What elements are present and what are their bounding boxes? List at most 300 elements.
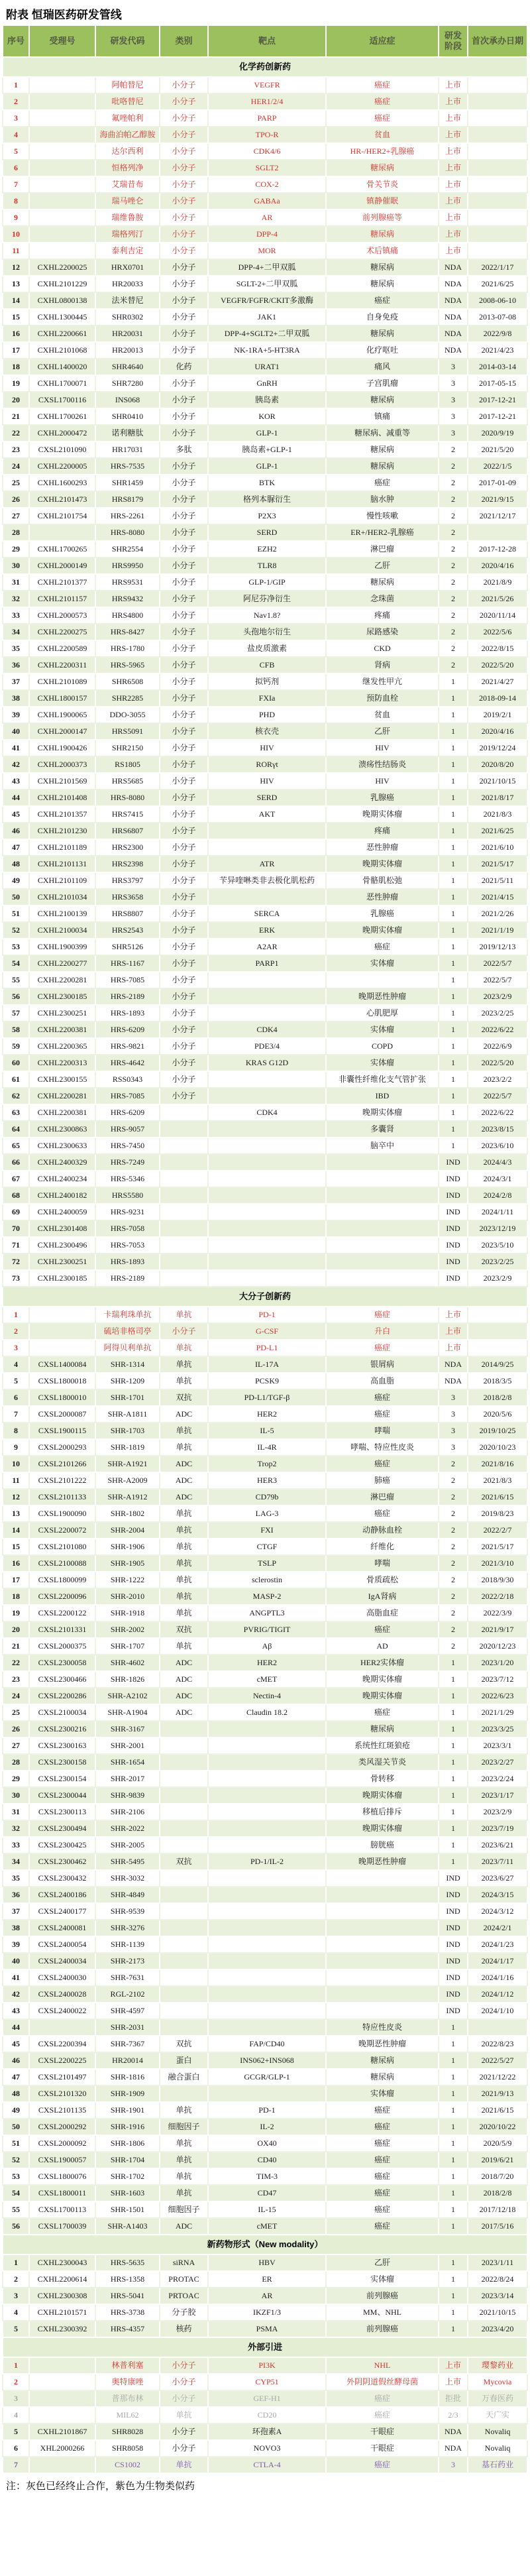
category: 小分子 <box>160 856 209 873</box>
col-header-indication: 适应症 <box>327 26 439 58</box>
category: 单抗 <box>160 1506 209 1523</box>
pipeline-row <box>2 1340 528 1357</box>
stage: 1 <box>439 2255 468 2272</box>
acceptance-no: CXSL2400030 <box>30 1970 96 1987</box>
acceptance-no: CXHL1900399 <box>30 939 96 956</box>
indication: 骨关节炎 <box>327 177 439 194</box>
date: 璎黎药业 <box>468 2358 528 2374</box>
rd-code: HRS-4357 <box>96 2321 160 2338</box>
acceptance-no: CXHL2101034 <box>30 890 96 906</box>
pipeline-row <box>2 210 528 227</box>
target: CYP51 <box>209 2374 327 2391</box>
rd-code: HR20014 <box>96 2053 160 2070</box>
target: Aβ <box>209 1639 327 1655</box>
stage: 3 <box>439 426 468 442</box>
pipeline-row <box>2 1722 528 1738</box>
indication: 实体瘤 <box>327 956 439 972</box>
indication: HIV <box>327 740 439 757</box>
row-number: 52 <box>2 923 30 939</box>
target: SGLT2 <box>209 160 327 177</box>
target: IL-4R <box>209 1440 327 1456</box>
indication: 糖尿病 <box>327 276 439 293</box>
pipeline-row <box>2 1188 528 1204</box>
indication: 糖尿病 <box>327 459 439 475</box>
rd-code: HRS-7058 <box>96 1221 160 1238</box>
date: 2014-03-14 <box>468 359 528 376</box>
category: 单抗 <box>160 1639 209 1655</box>
stage: 1 <box>439 906 468 923</box>
stage: IND <box>439 1970 468 1987</box>
indication: CKD <box>327 641 439 658</box>
date: 2023/3/14 <box>468 2288 528 2305</box>
acceptance-no: CXHL2200365 <box>30 1039 96 1055</box>
indication: IgA肾病 <box>327 1589 439 1606</box>
acceptance-no <box>30 243 96 260</box>
row-number: 42 <box>2 757 30 774</box>
indication: 高血脂 <box>327 1374 439 1390</box>
rd-code: SHR-1603 <box>96 2186 160 2202</box>
category <box>160 1821 209 1838</box>
acceptance-no: XHL2000266 <box>30 2441 96 2457</box>
row-number: 53 <box>2 939 30 956</box>
indication: 升白 <box>327 1324 439 1340</box>
target: PI3K <box>209 2358 327 2374</box>
indication <box>327 1954 439 1970</box>
pipeline-row <box>2 2036 528 2053</box>
category: 小分子 <box>160 624 209 641</box>
rd-code: HRS-7535 <box>96 459 160 475</box>
row-number: 16 <box>2 326 30 343</box>
row-number: 73 <box>2 1271 30 1287</box>
target: GnRH <box>209 376 327 392</box>
indication: 癌症 <box>327 111 439 127</box>
rd-code: SHR-1501 <box>96 2202 160 2219</box>
stage: 1 <box>439 1039 468 1055</box>
rd-code: 卡瑞利珠单抗 <box>96 1307 160 1324</box>
stage: 3 <box>439 376 468 392</box>
date: 2024/1/17 <box>468 1954 528 1970</box>
acceptance-no: CXSL2400081 <box>30 1920 96 1937</box>
date: 2023/2/25 <box>468 1006 528 1022</box>
indication: 哮喘 <box>327 1556 439 1572</box>
row-number: 47 <box>2 2070 30 2086</box>
pipeline-row <box>2 1606 528 1622</box>
acceptance-no: CXHL2301408 <box>30 1221 96 1238</box>
stage: 2 <box>439 1523 468 1539</box>
indication: MM、NHL <box>327 2305 439 2321</box>
rd-code: SHR-9539 <box>96 1904 160 1920</box>
date: 2023/6/10 <box>468 1138 528 1155</box>
acceptance-no: CXHL2200313 <box>30 1055 96 1072</box>
category: 小分子 <box>160 1324 209 1340</box>
indication: 晚期实体瘤 <box>327 807 439 823</box>
indication: 哮喘、特应性皮炎 <box>327 1440 439 1456</box>
stage: 2 <box>439 1539 468 1556</box>
category <box>160 1937 209 1954</box>
row-number: 55 <box>2 2202 30 2219</box>
target <box>209 1821 327 1838</box>
acceptance-no: CXHL2300185 <box>30 989 96 1006</box>
pipeline-row <box>2 1821 528 1838</box>
stage: IND <box>439 1155 468 1171</box>
acceptance-no: CXSL2300425 <box>30 1838 96 1854</box>
pipeline-row <box>2 1771 528 1788</box>
pipeline-row <box>2 1088 528 1105</box>
target: A2AR <box>209 939 327 956</box>
stage: 1 <box>439 757 468 774</box>
category: siRNA <box>160 2255 209 2272</box>
acceptance-no <box>30 144 96 160</box>
row-number: 4 <box>2 2408 30 2424</box>
row-number: 37 <box>2 674 30 691</box>
target: Claudin 18.2 <box>209 1705 327 1722</box>
rd-code: 瑞马唑仑 <box>96 194 160 210</box>
pipeline-row <box>2 177 528 194</box>
rd-code: SHR-1703 <box>96 1423 160 1440</box>
rd-code: SHR-9839 <box>96 1788 160 1804</box>
stage: 上市 <box>439 210 468 227</box>
row-number: 15 <box>2 310 30 326</box>
indication: 晚期实体瘤 <box>327 1672 439 1688</box>
target: DPP-4+SGLT2+二甲双胍 <box>209 326 327 343</box>
stage: 1 <box>439 1088 468 1105</box>
category <box>160 1171 209 1188</box>
rd-code: HRS-1893 <box>96 1254 160 1271</box>
date: 2022/5/7 <box>468 956 528 972</box>
target: AR <box>209 2288 327 2305</box>
stage: 1 <box>439 2136 468 2152</box>
indication: 癌症 <box>327 1622 439 1639</box>
date <box>468 525 528 542</box>
pipeline-row <box>2 243 528 260</box>
target: DPP-4+二甲双胍 <box>209 260 327 276</box>
acceptance-no: CXSL2000292 <box>30 2119 96 2136</box>
row-number: 3 <box>2 111 30 127</box>
stage: 2 <box>439 542 468 558</box>
date: 2023/3/25 <box>468 1722 528 1738</box>
target: Nav1.8? <box>209 608 327 624</box>
acceptance-no <box>30 2358 96 2374</box>
target: URAT1 <box>209 359 327 376</box>
date: 2019/12/24 <box>468 740 528 757</box>
stage: 上市 <box>439 1324 468 1340</box>
indication: 实体瘤 <box>327 1055 439 1072</box>
acceptance-no: CXHL2300392 <box>30 2321 96 2338</box>
rd-code: HRS-7085 <box>96 1088 160 1105</box>
stage: IND <box>439 1987 468 2003</box>
stage: 1 <box>439 2053 468 2070</box>
stage: 1 <box>439 1688 468 1705</box>
indication: 脑卒中 <box>327 1138 439 1155</box>
row-number: 18 <box>2 1589 30 1606</box>
pipeline-row <box>2 1022 528 1039</box>
rd-code: 吡咯替尼 <box>96 94 160 111</box>
category: 小分子 <box>160 508 209 525</box>
category: 细胞因子 <box>160 2202 209 2219</box>
acceptance-no: CXSL1400084 <box>30 1357 96 1374</box>
row-number: 55 <box>2 972 30 989</box>
stage: 2 <box>439 1556 468 1572</box>
row-number: 48 <box>2 856 30 873</box>
pipeline-row <box>2 475 528 492</box>
pipeline-row <box>2 542 528 558</box>
date: 2021/8/9 <box>468 575 528 591</box>
pipeline-row <box>2 1390 528 1407</box>
date: 2021/2/26 <box>468 906 528 923</box>
pipeline-row <box>2 1407 528 1423</box>
pipeline-row <box>2 2070 528 2086</box>
category: ADC <box>160 1490 209 1506</box>
target: CD20 <box>209 2408 327 2424</box>
rd-code: SHR-2017 <box>96 1771 160 1788</box>
row-number: 19 <box>2 376 30 392</box>
pipeline-row <box>2 2186 528 2202</box>
row-number: 28 <box>2 1755 30 1771</box>
col-header-target: 靶点 <box>209 26 327 58</box>
section-title: 新药物形式（New modality） <box>2 2235 528 2255</box>
rd-code: SHR-1802 <box>96 1506 160 1523</box>
acceptance-no: CXSL1800076 <box>30 2169 96 2186</box>
target: LAG-3 <box>209 1506 327 1523</box>
pipeline-row <box>2 2441 528 2457</box>
date: 2019/10/25 <box>468 1423 528 1440</box>
stage: 3 <box>439 1440 468 1456</box>
row-number: 23 <box>2 442 30 459</box>
category: 单抗 <box>160 1374 209 1390</box>
date: 2023/2/9 <box>468 1271 528 1287</box>
indication: 癌症 <box>327 2219 439 2235</box>
category: 小分子 <box>160 691 209 707</box>
category: 小分子 <box>160 260 209 276</box>
indication: 晚期实体瘤 <box>327 1688 439 1705</box>
rd-code: SHR-1916 <box>96 2119 160 2136</box>
date: 2021/6/25 <box>468 823 528 840</box>
target: KRAS G12D <box>209 1055 327 1072</box>
row-number: 30 <box>2 558 30 575</box>
pipeline-row <box>2 691 528 707</box>
pipeline-row <box>2 1639 528 1655</box>
date: 2023/8/15 <box>468 1122 528 1138</box>
stage: 1 <box>439 1072 468 1088</box>
pipeline-row <box>2 1937 528 1954</box>
target: HER3 <box>209 1473 327 1490</box>
indication: 癌症 <box>327 1506 439 1523</box>
rd-code: SHR-1806 <box>96 2136 160 2152</box>
stage: 1 <box>439 1838 468 1854</box>
date <box>468 94 528 111</box>
pipeline-row <box>2 1423 528 1440</box>
row-number: 6 <box>2 2441 30 2457</box>
row-number: 4 <box>2 1357 30 1374</box>
category: 小分子 <box>160 840 209 856</box>
target <box>209 2020 327 2036</box>
indication <box>327 1871 439 1887</box>
stage: 1 <box>439 2119 468 2136</box>
acceptance-no: CXSL2400028 <box>30 1987 96 2003</box>
date: 2022/1/5 <box>468 459 528 475</box>
rd-code: HRS-9821 <box>96 1039 160 1055</box>
indication: 淋巴瘤 <box>327 542 439 558</box>
rd-code: HRS-3738 <box>96 2305 160 2321</box>
pipeline-row <box>2 1920 528 1937</box>
indication: 预防血栓 <box>327 691 439 707</box>
pipeline-row <box>2 1622 528 1639</box>
indication: 尿路感染 <box>327 624 439 641</box>
date: 2020/8/20 <box>468 757 528 774</box>
category <box>160 1987 209 2003</box>
pipeline-row <box>2 1523 528 1539</box>
date: 2023/6/27 <box>468 1871 528 1887</box>
target <box>209 1188 327 1204</box>
date: 2020/12/23 <box>468 1639 528 1655</box>
target: SERD <box>209 790 327 807</box>
stage: NDA <box>439 276 468 293</box>
stage: 1 <box>439 823 468 840</box>
stage: 1 <box>439 2086 468 2103</box>
rd-code: CS1002 <box>96 2457 160 2474</box>
target <box>209 972 327 989</box>
section-header-row <box>2 58 528 78</box>
rd-code: SHR0410 <box>96 409 160 426</box>
row-number: 28 <box>2 525 30 542</box>
date: 2024/2/1 <box>468 1920 528 1937</box>
pipeline-row <box>2 326 528 343</box>
category: 小分子 <box>160 111 209 127</box>
indication: 系统性红斑狼疮 <box>327 1738 439 1755</box>
date: Novaliq <box>468 2441 528 2457</box>
target: IL-5 <box>209 1423 327 1440</box>
row-number: 50 <box>2 890 30 906</box>
row-number: 42 <box>2 1987 30 2003</box>
indication: 特应性皮炎 <box>327 2020 439 2036</box>
rd-code: SHR-3167 <box>96 1722 160 1738</box>
pipeline-row <box>2 674 528 691</box>
acceptance-no <box>30 227 96 243</box>
rd-code: 普那布林 <box>96 2391 160 2408</box>
stage: 2 <box>439 442 468 459</box>
target: IKZF1/3 <box>209 2305 327 2321</box>
target <box>209 1970 327 1987</box>
category: ADC <box>160 1705 209 1722</box>
target: HER2 <box>209 1407 327 1423</box>
stage: 上市 <box>439 94 468 111</box>
indication: HR-/HER2+乳腺癌 <box>327 144 439 160</box>
section-header-row <box>2 2338 528 2358</box>
rd-code: SHR-A2102 <box>96 1688 160 1705</box>
section-header-row <box>2 2235 528 2255</box>
date: 2022/2/18 <box>468 1589 528 1606</box>
pipeline-row <box>2 376 528 392</box>
rd-code: SHR-A1904 <box>96 1705 160 1722</box>
date: 2023/5/10 <box>468 1238 528 1254</box>
pipeline-row <box>2 392 528 409</box>
category: 小分子 <box>160 1006 209 1022</box>
acceptance-no: CXHL2100034 <box>30 923 96 939</box>
indication: 外阴阴道假丝酵母菌 <box>327 2374 439 2391</box>
target: GLP-1/GIP <box>209 575 327 591</box>
date: 2021/12/17 <box>468 508 528 525</box>
rd-code: SHR0302 <box>96 310 160 326</box>
rd-code: HRS5685 <box>96 774 160 790</box>
stage: 1 <box>439 2152 468 2169</box>
acceptance-no: CXHL2200281 <box>30 1088 96 1105</box>
acceptance-no: CXSL2101266 <box>30 1456 96 1473</box>
target: HIV <box>209 740 327 757</box>
indication <box>327 1970 439 1987</box>
acceptance-no: CXSL1700039 <box>30 2219 96 2235</box>
acceptance-no: CXSL1800099 <box>30 1572 96 1589</box>
stage: 1 <box>439 1788 468 1804</box>
indication: 疼痛 <box>327 823 439 840</box>
row-number: 7 <box>2 177 30 194</box>
category: 单抗 <box>160 2169 209 2186</box>
rd-code: SHR1459 <box>96 475 160 492</box>
category: 单抗 <box>160 2186 209 2202</box>
row-number: 46 <box>2 2053 30 2070</box>
page-title: 附表 恒瑞医药研发管线 <box>6 9 122 21</box>
rd-code: HRS-2261 <box>96 508 160 525</box>
date: 2023/2/27 <box>468 1755 528 1771</box>
row-number: 1 <box>2 2358 30 2374</box>
row-number: 36 <box>2 1887 30 1904</box>
category: 小分子 <box>160 194 209 210</box>
date: 2021/8/16 <box>468 1456 528 1473</box>
rd-code: HRS9531 <box>96 575 160 591</box>
row-number: 63 <box>2 1105 30 1122</box>
acceptance-no <box>30 2374 96 2391</box>
date: 2024/4/3 <box>468 1155 528 1171</box>
row-number: 30 <box>2 1788 30 1804</box>
indication: 晚期实体瘤 <box>327 1821 439 1838</box>
category: 小分子 <box>160 575 209 591</box>
rd-code: SHR-4597 <box>96 2003 160 2020</box>
acceptance-no: CXSL1800010 <box>30 1390 96 1407</box>
pipeline-row <box>2 2053 528 2070</box>
target: HBV <box>209 2255 327 2272</box>
acceptance-no: CXSL2200394 <box>30 2036 96 2053</box>
date: 2020/4/16 <box>468 558 528 575</box>
date: 天广实 <box>468 2408 528 2424</box>
indication: 晚期实体瘤 <box>327 1105 439 1122</box>
acceptance-no: CXHL2101089 <box>30 674 96 691</box>
stage: 2 <box>439 1572 468 1589</box>
acceptance-no: CXSL1800011 <box>30 2186 96 2202</box>
pipeline-row <box>2 856 528 873</box>
target <box>209 989 327 1006</box>
stage: NDA <box>439 260 468 276</box>
stage: 上市 <box>439 2358 468 2374</box>
stage: 1 <box>439 890 468 906</box>
stage: 1 <box>439 2020 468 2036</box>
pipeline-row <box>2 409 528 426</box>
stage: 上市 <box>439 177 468 194</box>
row-number: 26 <box>2 492 30 508</box>
row-number: 17 <box>2 1572 30 1589</box>
stage: IND <box>439 1937 468 1954</box>
date: 2024/1/12 <box>468 1987 528 2003</box>
category: 小分子 <box>160 210 209 227</box>
target: CD40 <box>209 2152 327 2169</box>
indication: 乙肝 <box>327 724 439 740</box>
acceptance-no <box>30 177 96 194</box>
acceptance-no: CXSL2101135 <box>30 2103 96 2119</box>
pipeline-row <box>2 1589 528 1606</box>
date: 2024/3/15 <box>468 1887 528 1904</box>
rd-code: 海曲泊帕乙醇胺 <box>96 127 160 144</box>
target: Nectin-4 <box>209 1688 327 1705</box>
indication: 癌症 <box>327 2408 439 2424</box>
date: 2022/6/23 <box>468 1688 528 1705</box>
